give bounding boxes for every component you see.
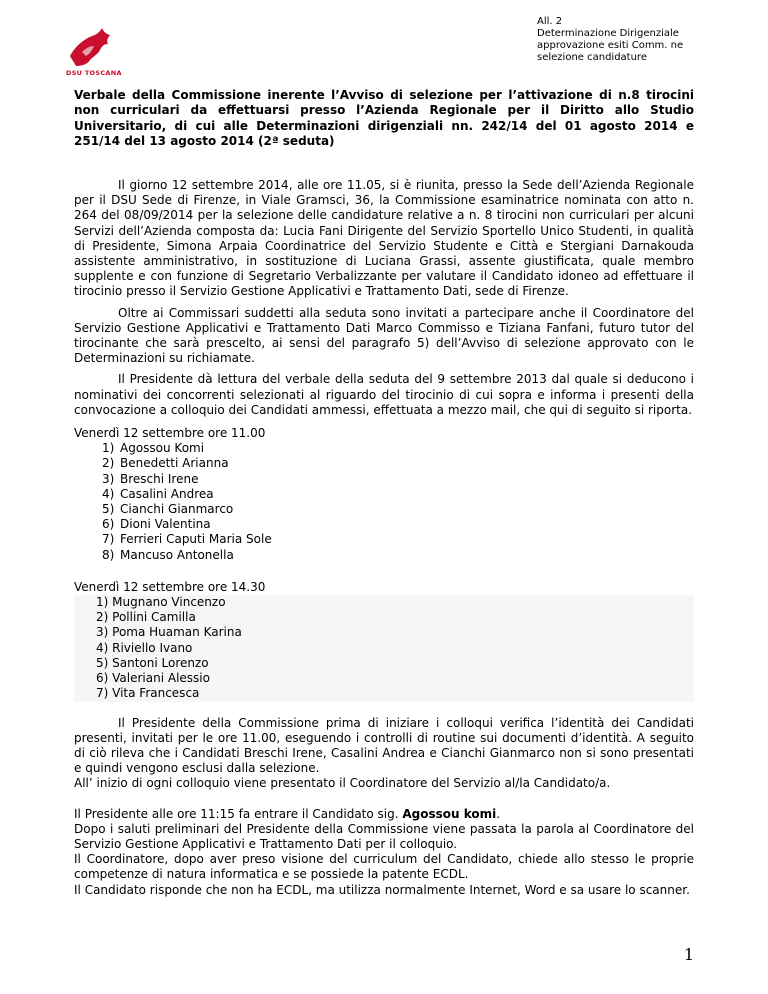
candidate-name-bold: Agossou komi <box>402 806 497 821</box>
paragraph: Il giorno 12 settembre 2014, alle ore 11.05, si è riunita, presso la Sede dell’Azienda Regionale per il DSU Sede di Firenze, in Viale Gramsci, 36, la Commissione esaminatrice nominata con atto n. 264 del 08/09/2014 per la selezione delle candidature relative a n. 8 tirocini non curriculari per alcuni Servizi dell’Azienda composta da: Lucia Fani Dirigente del Servizio Sportello Unico Studenti, in qualità di Presidente, Simona Arpaia Coordinatrice del Servizio Studente e Città e Stergiani Darnakouda assistente amministrativo, in sostituzione di Luciana Grassi, assente giustificata, quale membro supplente e con funzione di Segretario Verbalizzante per valutare il Candidato idoneo ad effettuare il tirocinio presso il Servizio Gestione Applicativi e Trattamento Dati, sede di Firenze. <box>74 178 694 299</box>
paragraph: Il Presidente dà lettura del verbale della seduta del 9 settembre 2013 dal quale si deducono i nominativi dei concorrenti selezionati al riguardo del tirocinio di cui sopra e informa i presenti della convocazione a colloquio dei Candidati ammessi, effettuata a mezzo mail, che qui di seguito si riporta. <box>74 372 694 417</box>
paragraph: All’ inizio di ogni colloquio viene presentato il Coordinatore del Servizio al/la Candidato/a. <box>74 776 611 791</box>
paragraph: Il Coordinatore, dopo aver preso visione del curriculum del Candidato, chiede allo stesso le proprie competenze di natura informatica e se possiede la patente ECDL. <box>74 852 694 882</box>
candidate-name: Dioni Valentina <box>120 517 211 532</box>
list-item: 2) Pollini Camilla <box>96 610 196 625</box>
logo-text: DSU TOSCANA <box>66 69 122 77</box>
list-item <box>74 532 694 547</box>
item-number: 3) <box>102 471 115 486</box>
item-number: 7) <box>102 532 115 547</box>
candidate-name: Mancuso Antonella <box>120 547 234 562</box>
item-number: 2) <box>102 456 115 471</box>
text-span: . <box>496 806 501 821</box>
attach-line: All. 2 <box>537 16 563 27</box>
candidate-name: Benedetti Arianna <box>120 456 229 471</box>
item-number: 4) <box>102 486 115 501</box>
item-number: 5) <box>102 502 115 517</box>
candidate-list-2 <box>74 595 694 701</box>
list-item <box>74 456 694 471</box>
attach-line: selezione candidature <box>537 52 647 63</box>
item-number: 1) <box>102 441 115 456</box>
candidate-name: Casalini Andrea <box>120 486 214 501</box>
candidate-name: Ferrieri Caputi Maria Sole <box>120 532 272 547</box>
schedule-heading-2: Venerdì 12 settembre ore 14.30 <box>74 579 266 594</box>
schedule-heading-1: Venerdì 12 settembre ore 11.00 <box>74 426 266 441</box>
attachment-note <box>537 16 683 64</box>
list-item: 7) Vita Francesca <box>96 686 200 701</box>
list-item: 3) Poma Huaman Karina <box>96 625 242 640</box>
attach-line: Determinazione Dirigenziale <box>537 28 679 39</box>
list-item <box>74 517 694 532</box>
document-title: Verbale della Commissione inerente l’Avviso di selezione per l’attivazione di n.8 tirocini non curriculari da effettuarsi presso l’Azienda Regionale per il Diritto allo Studio Universitario, di cui alle Determinazioni dirigenziali nn. 242/14 del 01 agosto 2014 e 251/14 del 13 agosto 2014 (2ª seduta) <box>74 88 694 148</box>
candidate-list-1 <box>74 441 694 563</box>
candidate-name: Cianchi Gianmarco <box>120 502 234 517</box>
document-body <box>74 178 694 898</box>
list-item <box>74 472 694 487</box>
paragraph <box>74 807 694 822</box>
item-number: 8) <box>102 547 115 562</box>
text-span: Il Presidente alle ore 11:15 fa entrare il Candidato sig. <box>74 806 403 821</box>
paragraph: Dopo i saluti preliminari del Presidente della Commissione viene passata la parola al Coordinatore del Servizio Gestione Applicativi e Trattamento Dati per il colloquio. <box>74 821 694 851</box>
attach-line: approvazione esiti Comm. ne <box>537 40 684 51</box>
list-item <box>74 441 694 456</box>
list-item <box>74 487 694 502</box>
paragraph: Il Candidato risponde che non ha ECDL, ma utilizza normalmente Internet, Word e sa usare lo scanner. <box>74 882 690 897</box>
item-number: 6) <box>102 517 115 532</box>
page-number: 1 <box>683 945 694 964</box>
list-item: 4) Riviello Ivano <box>96 640 193 655</box>
candidate-name: Breschi Irene <box>120 471 199 486</box>
list-item: 5) Santoni Lorenzo <box>96 655 209 670</box>
paragraph: Il Presidente della Commissione prima di iniziare i colloqui verifica l’identità dei Candidati presenti, invitati per le ore 11.00, eseguendo i controlli di routine sui documenti d’identità. A seguito di ciò rileva che i Candidati Breschi Irene, Casalini Andrea e Cianchi Gianmarco non si sono presentati e quindi vengono esclusi dalla selezione. <box>74 715 694 776</box>
list-item <box>74 502 694 517</box>
list-item: 1) Mugnano Vincenzo <box>96 595 226 610</box>
paragraph: Oltre ai Commissari suddetti alla seduta sono invitati a partecipare anche il Coordinatore del Servizio Gestione Applicativi e Trattamento Dati Marco Commisso e Tiziana Fanfani, futuro tutor del tirocinante che sarà prescelto, ai sensi del paragrafo 5) dell’Avviso di selezione approvato con le Determinazioni su richiamate. <box>74 305 694 366</box>
list-item: 6) Valeriani Alessio <box>96 671 210 686</box>
list-item <box>74 548 694 563</box>
candidate-name: Agossou Komi <box>120 441 205 456</box>
